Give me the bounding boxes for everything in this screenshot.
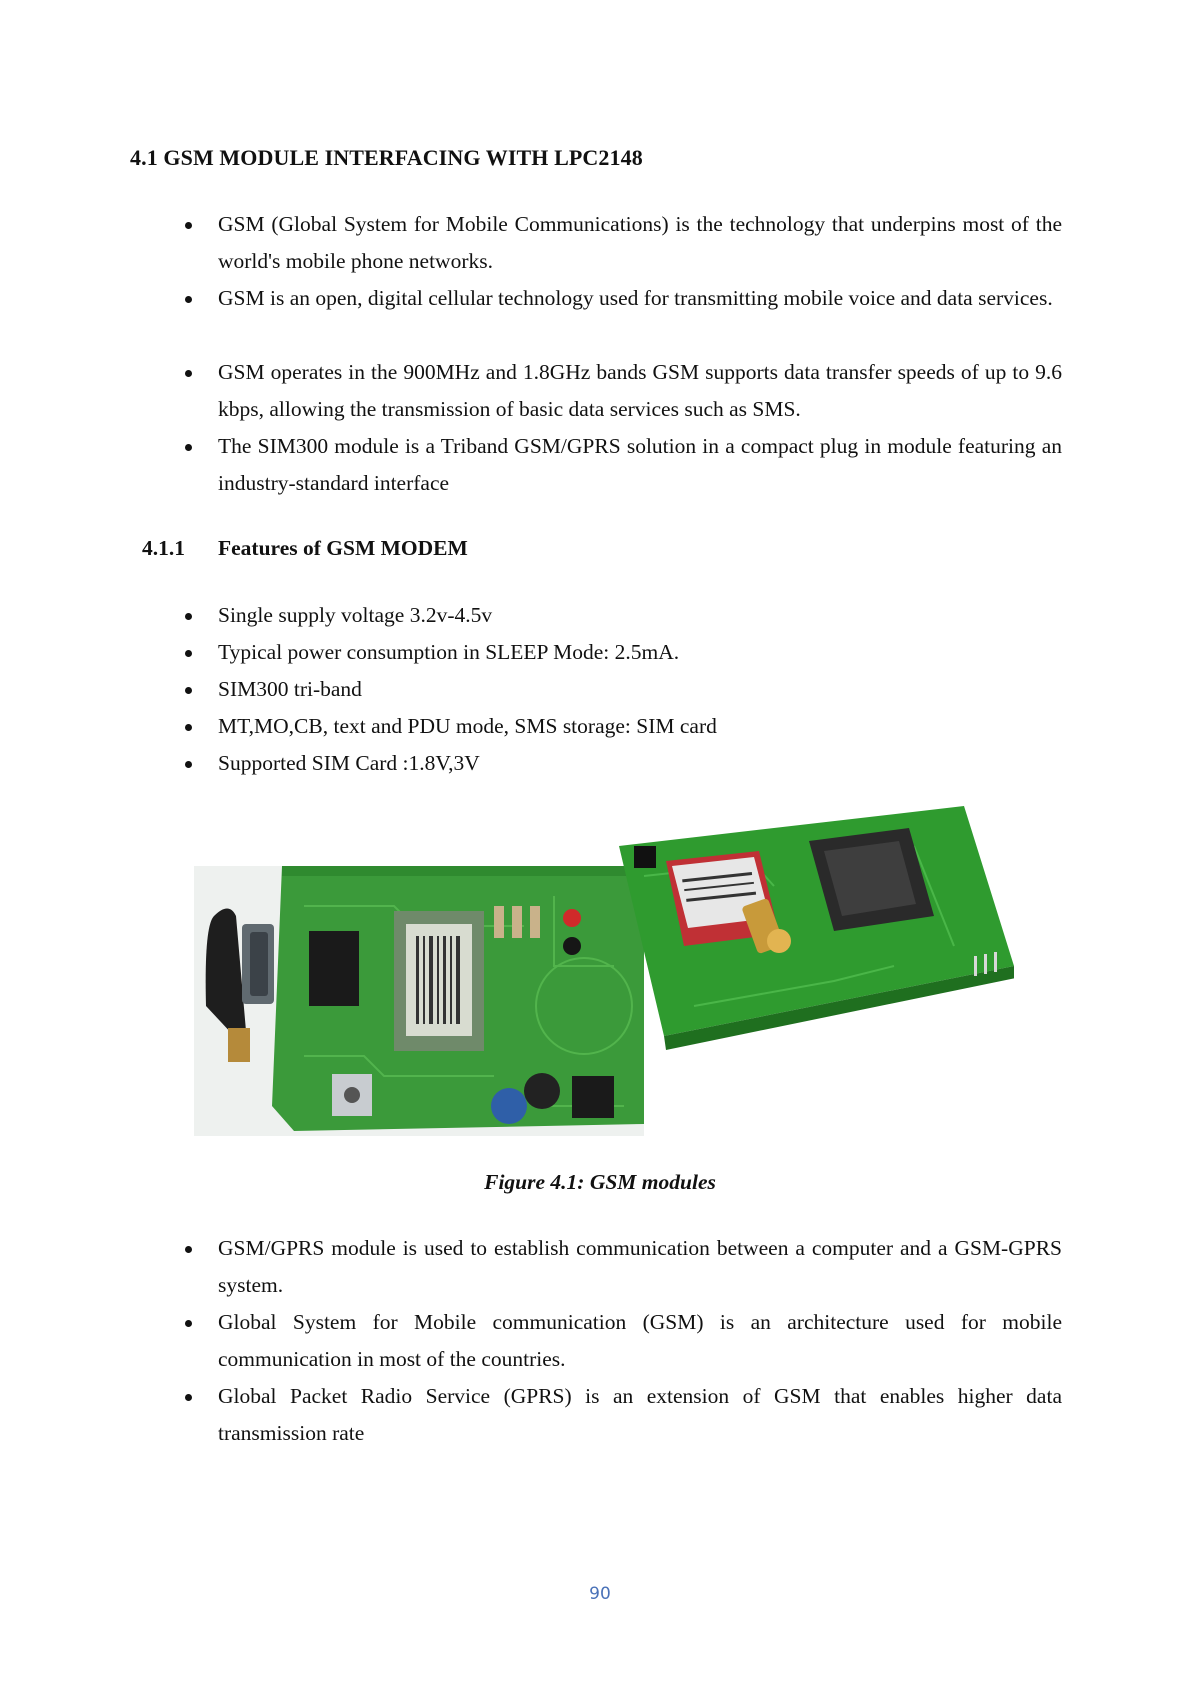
bullet-icon [185,444,192,451]
bullet-text: SIM300 tri-band [218,677,362,701]
ic-chip [309,931,359,1006]
subsection-number: 4.1.1 [142,536,185,560]
bullet-text: GSM (Global System for Mobile Communications) is the technology that underpins most of the world's mobile phone networks. [218,212,1062,273]
bullet-text: GSM is an open, digital cellular technology used for transmitting mobile voice and data services. [218,286,1053,310]
subsection-title: Features of GSM MODEM [218,536,468,560]
bullet-icon [185,1394,192,1401]
bullet-icon [185,1320,192,1327]
page-number: 90 [589,1584,611,1604]
bullet-text: Global System for Mobile communication (GSM) is an architecture used for mobile communication in most of the countries. [218,1310,1062,1371]
gsm-modules-image [194,806,1014,1136]
section-heading: 4.1 GSM MODULE INTERFACING WITH LPC2148 [130,145,643,170]
bullet-text: GSM operates in the 900MHz and 1.8GHz bands GSM supports data transfer speeds of up to 9.6 kbps, allowing the transmission of basic data services such as SMS. [218,360,1062,421]
gsm-modules-figure [194,806,1014,1136]
bullet-icon [185,370,192,377]
right-photo [619,806,1014,1050]
bullet-icon [185,1246,192,1253]
bullet-text: MT,MO,CB, text and PDU mode, SMS storage: SIM card [218,714,717,738]
db9-port [250,932,268,996]
bullet-icon [185,222,192,229]
bullet-text: Supported SIM Card :1.8V,3V [218,751,480,775]
bullet-icon [185,724,192,731]
bullet-text: Global Packet Radio Service (GPRS) is an extension of GSM that enables higher data transmission rate [218,1384,1062,1445]
bullet-text: Typical power consumption in SLEEP Mode: 2.5mA. [218,640,680,664]
bullet-icon [185,761,192,768]
header-pins [634,846,656,868]
bullet-text: Single supply voltage 3.2v-4.5v [218,603,493,627]
bullet-text: The SIM300 module is a Triband GSM/GPRS solution in a compact plug in module featuring an industry-standard interface [218,434,1062,495]
bullet-icon [185,296,192,303]
figure-caption: Figure 4.1: GSM modules [484,1170,716,1194]
antenna-connector [228,1028,250,1062]
bullet-icon [185,687,192,694]
bullet-icon [185,613,192,620]
pcb-edge [282,866,644,876]
bullet-icon [185,650,192,657]
bullet-text: GSM/GPRS module is used to establish communication between a computer and a GSM-GPRS system. [218,1236,1062,1297]
sma-tip [767,929,791,953]
